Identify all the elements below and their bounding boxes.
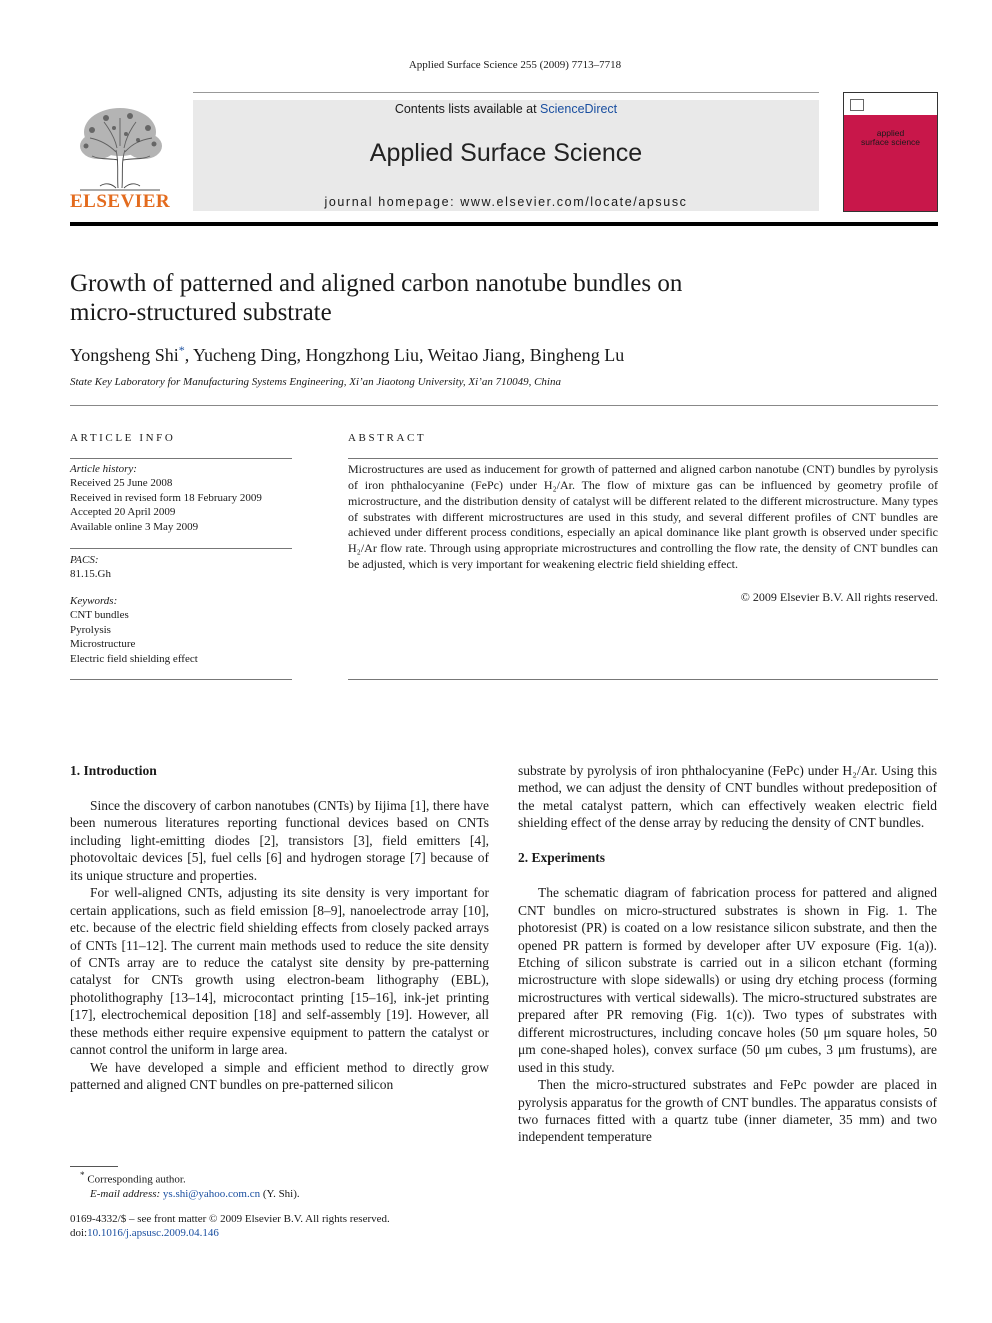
corresponding-author-mark[interactable]: *: [178, 343, 185, 357]
abstract-text: Microstructures are used as inducement for growth of patterned and aligned carbon nanotube (CNT) bundles by pyrolysis of iron phthalocyanine (FePc) under H₂/Ar. The flow of mixture gas can be influenced by geometry profile of microstructure, and the distribution density of catalyst will be different related to the different microstructure. Many types of substrates with different microstructures are used in this study, and several different profiles of CNT bundles are achieved under different process conditions, especially an apical dominance like plant growth is observed under specific H₂/Ar flow rate. Through using appropriate microstructures and controlling the flow rate, the density of CNT bundles can be adjusted, which is very important for weakening electric field shielding effect.: [348, 462, 938, 572]
history-online: Available online 3 May 2009: [70, 520, 199, 533]
divider-rule: [70, 405, 938, 406]
keywords-block: [70, 594, 292, 666]
author-list: [70, 343, 930, 366]
homepage-prefix: journal homepage:: [324, 195, 461, 209]
cover-badge: [850, 99, 864, 111]
paragraph: Since the discovery of carbon nanotubes (CNTs) by Iijima [1], there have been numerous literatures reporting functional devices based on CNTs including light-emitting diodes [2], transistors [3], field emitters [4], photovoltaic devices [5], fuel cells [6] and hydrogen storage [7] because of its unique structure and properties.: [70, 797, 489, 883]
article-title: [70, 269, 930, 327]
footnote-mark: *: [80, 1170, 85, 1180]
body-column-left: [70, 762, 489, 1094]
footnote: [70, 1168, 490, 1201]
pacs-code: 81.15.Gh: [70, 568, 111, 581]
journal-homepage: [193, 195, 819, 209]
paragraph: For well-aligned CNTs, adjusting its site density is very important for certain applications, such as field emission [8–9], nanoelectrode array [10], etc. because of the electric field shielding effects from closely packed arrays of CNTs [11–12]. The current main methods used to reduce the site density of CNTs array are to reduce the catalyst site density by pre-patterning catalyst for CNTs growth using electron-beam lithography (EBL), photolithography [13–14], microcontact printing [15–16], ink-jet printing [17], electrochemical deposition [18] and self-assembly [19]. However, all these methods either require expensive equipment to pattern the catalyst or cannot control the uniform in large area.: [70, 885, 489, 1058]
keyword: Pyrolysis: [70, 623, 111, 636]
article-title-line2: micro-structured substrate: [70, 299, 332, 326]
abstract-copyright: © 2009 Elsevier B.V. All rights reserved.: [740, 590, 938, 604]
footnote-rule: [70, 1166, 118, 1167]
issn-line: 0169-4332/$ – see front matter © 2009 Elsevier B.V. All rights reserved.: [70, 1213, 390, 1225]
article-info-heading: ARTICLE INFO: [70, 432, 176, 444]
doi-link[interactable]: 10.1016/j.apsusc.2009.04.146: [87, 1227, 219, 1240]
paragraph: Then the micro-structured substrates and FePc powder are placed in pyrolysis apparatus for the growth of CNT bundles. The apparatus consists of two furnaces fitted with a quartz tube (inner diameter, 35 mm) and two independent temperature: [518, 1077, 937, 1145]
journal-name: Applied Surface Science: [369, 139, 643, 167]
history-label: Article history:: [70, 463, 137, 475]
section-heading-introduction: 1. Introduction: [70, 763, 157, 778]
elsevier-wordmark: ELSEVIER: [70, 191, 171, 212]
affiliation: State Key Laboratory for Manufacturing Systems Engineering, Xi’an Jiaotong University, Xi’an 710049, China: [70, 376, 561, 388]
article-info-rule-top: [70, 458, 292, 459]
section-heading-experiments: 2. Experiments: [518, 850, 605, 866]
keywords-label: Keywords:: [70, 595, 118, 607]
homepage-url-link[interactable]: www.elsevier.com/locate/apsusc: [460, 195, 688, 209]
pacs-block: [70, 553, 292, 582]
journal-cover-thumbnail[interactable]: [843, 92, 938, 212]
cover-title: [844, 129, 937, 147]
body-column-right: [518, 762, 937, 1146]
keyword: Microstructure: [70, 638, 136, 651]
cover-title-line1: applied: [876, 128, 905, 138]
email-label: E-mail address:: [90, 1187, 163, 1200]
journal-citation: Applied Surface Science 255 (2009) 7713–7718: [408, 59, 622, 71]
contents-availability: [193, 102, 819, 116]
cover-title-line2: surface science: [860, 137, 921, 147]
pacs-label: PACS:: [70, 554, 99, 566]
article-title-line1: Growth of patterned and aligned carbon nanotube bundles on: [70, 270, 683, 297]
article-history: [70, 462, 292, 534]
paragraph: The schematic diagram of fabrication process for pattered and aligned CNT bundles on micro-structured substrates is shown in Fig. 1. The photoresist (PR) is coated on a low resistance silicon substrate, and then the opened PR pattern is formed by developer after UV exposure (Fig. 1(a)). Etching of silicon substrate is carried out in a silicon etchant (forming microstructure with slope sidewalls) or using dry etching process (forming microstructures with vertical sidewalls). The micro-structured substrates are prepared after PR removing (Fig. 1(c)). Two types of substrates with different microstructures, including concave holes (50 μm square holes, 50 μm cone-shaped holes), convex surface (50 μm cubes, 3 μm frustums), are used in this study.: [518, 885, 937, 1075]
header-top-rule: [193, 92, 819, 93]
sciencedirect-link[interactable]: ScienceDirect: [540, 102, 618, 116]
history-received: Received 25 June 2008: [70, 477, 173, 490]
history-accepted: Accepted 20 April 2009: [70, 506, 176, 519]
co-authors: , Yucheng Ding, Hongzhong Liu, Weitao Jiang, Bingheng Lu: [184, 345, 625, 365]
keyword: CNT bundles: [70, 609, 129, 622]
contents-prefix: Contents lists available at: [394, 102, 541, 116]
article-info-rule-mid: [70, 548, 292, 549]
paragraph: substrate by pyrolysis of iron phthalocyanine (FePc) under H₂/Ar. Using this method, we can adjust the density of CNT bundles without predeposition of the metal catalyst pattern, which can effectively weaken electric field shielding effect of the dense array by reducing the density of CNT bundles.: [518, 763, 937, 831]
front-matter-info: [70, 1212, 490, 1240]
paragraph: We have developed a simple and efficient method to directly grow patterned and aligned CNT bundles on pre-patterned silicon: [70, 1059, 489, 1093]
article-info-rule-bottom: [70, 679, 292, 680]
abstract-rule-top: [348, 458, 938, 459]
header-thick-rule: [70, 222, 938, 226]
email-link[interactable]: ys.shi@yahoo.com.cn: [162, 1187, 261, 1200]
abstract-heading: ABSTRACT: [348, 432, 427, 444]
doi-prefix: doi:: [70, 1227, 88, 1240]
footnote-corresponding: Corresponding author.: [87, 1173, 186, 1186]
abstract-rule-bottom: [348, 679, 938, 680]
email-suffix: (Y. Shi).: [260, 1187, 300, 1200]
first-author: Yongsheng Shi: [70, 345, 179, 365]
keyword: Electric field shielding effect: [70, 652, 198, 665]
history-revised: Received in revised form 18 February 2009: [70, 491, 262, 504]
